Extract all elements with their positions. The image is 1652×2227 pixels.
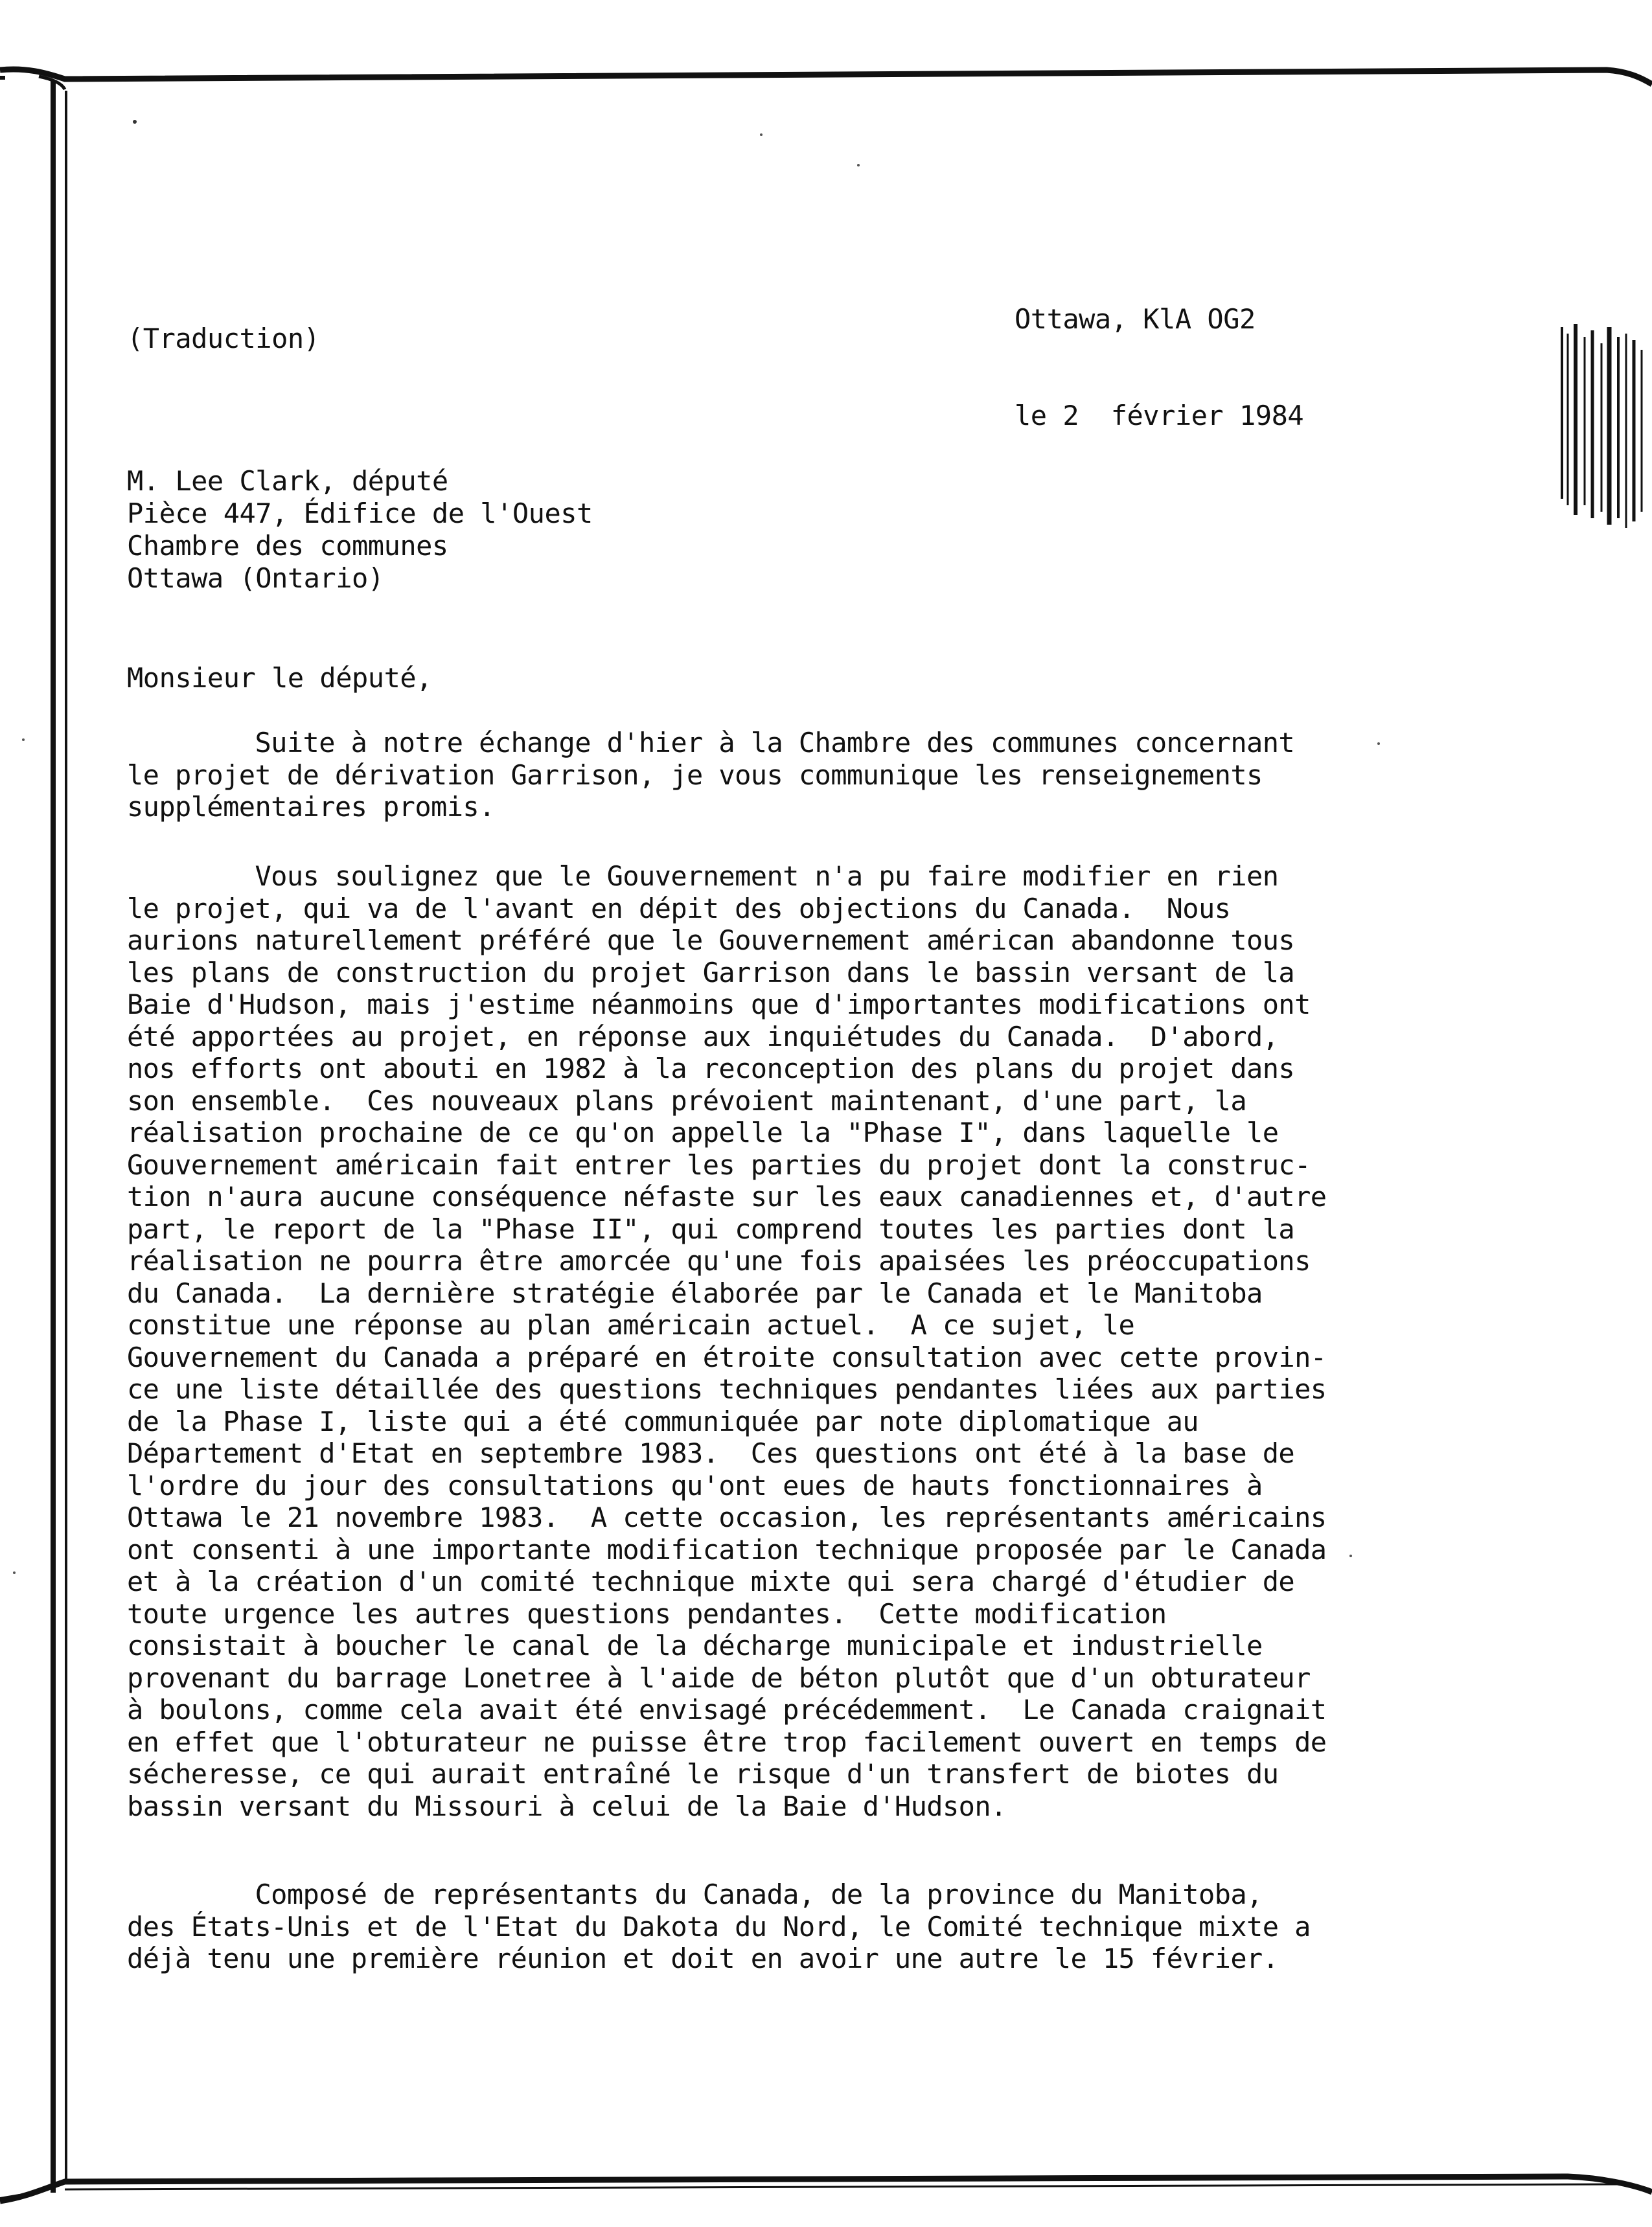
recipient-name: M. Lee Clark, député (127, 465, 448, 497)
translation-label: (Traduction) (127, 323, 320, 354)
recipient-office: Pièce 447, Édifice de l'Ouest (127, 497, 593, 529)
right-edge-marks (1562, 324, 1642, 528)
recipient-address-block (127, 465, 593, 595)
recipient-city: Ottawa (Ontario) (127, 562, 384, 594)
top-border-line (0, 69, 1652, 84)
salutation: Monsieur le député, (127, 662, 432, 694)
letter-date: le 2 février 1984 (1015, 400, 1304, 431)
body-paragraph: Suite à notre échange d'hier à la Chambre des communes concernant le projet de dérivation Garrison, je vous communique les renseignements supplémentaires promis. (127, 727, 1295, 823)
sender-address: Ottawa, KlA OG2 (1015, 303, 1256, 335)
body-paragraph: Composé de représentants du Canada, de la province du Manitoba, des États-Unis et de l'Etat du Dakota du Nord, le Comité technique mixte a déjà tenu une première réunion et doit en avoir une autre le 15 février. (127, 1879, 1311, 1974)
body-paragraph: Vous soulignez que le Gouvernement n'a pu faire modifier en rien le projet, qui va de l'avant en dépit des objections du Canada. Nous aurions naturellement préféré que le Gouvernement américan abandonne tous les plans de construction du projet Garrison dans le bassin versant de la Baie d'Hudson, mais j'estime néanmoins que d'importantes modifications ont été apportées au projet, en réponse aux inquiétudes du Canada. D'abord, nos efforts ont abouti en 1982 à la reconception des plans du projet dans son ensemble. Ces nouveaux plans prévoient maintenant, d'une part, la réalisation prochaine de ce qu'on appelle la "Phase I", dans laquelle le Gouvernement américain fait entrer les parties du projet dont la construc- tion n'aura aucune conséquence néfaste sur les eaux canadiennes et, d'autre part, le report de la "Phase II", qui comprend toutes les parties dont la réalisation ne pourra être amorcée qu'une fois apaisées les préoccupations du Canada. La dernière stratégie élaborée par le Canada et le Manitoba constitue une réponse au plan américain actuel. A ce sujet, le Gouvernement du Canada a préparé en étroite consultation avec cette provin- ce une liste détaillée des questions techniques pendantes liées aux parties de la Phase I, liste qui a été communiquée par note diplomatique au Département d'Etat en septembre 1983. Ces questions ont été à la base de l'ordre du jour des consultations qu'ont eues de hauts fonctionnaires à Ottawa le 21 novembre 1983. A cette occasion, les représentants américains ont consenti à une importante modification technique proposée par le Canada et à la création d'un comité technique mixte qui sera chargé d'étudier de toute urgence les autres questions pendantes. Cette modification consistait à boucher le canal de la décharge municipale et industrielle provenant du barrage Lonetree à l'aide de béton plutôt que d'un obturateur à boulons, comme cela avait été envisagé précédemment. Le Canada craignait en effet que l'obturateur ne puisse être trop facilement ouvert en temps de sécheresse, ce qui aurait entraîné le risque d'un transfert de biotes du bassin versant du Missouri à celui de la Baie d'Hudson. (127, 860, 1327, 1822)
recipient-institution: Chambre des communes (127, 530, 448, 562)
